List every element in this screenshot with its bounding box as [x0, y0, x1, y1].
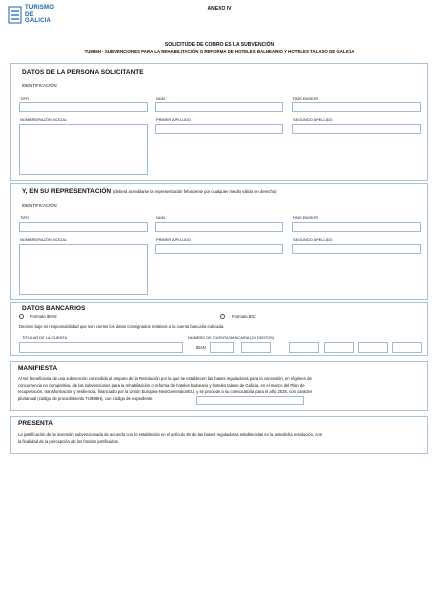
applicant-number-field[interactable] — [155, 102, 283, 112]
presenta-section — [10, 416, 428, 454]
manifiesta-line: recuperación, transformación y resiliencia, financiado por la Unión Europea-NextGenerationEU, y se procede a su convocatoria para el año 2025, con carácter — [18, 389, 313, 395]
surname2-label: SEGUNDO APELLIDO — [293, 117, 333, 122]
number-label: NÚM. — [156, 215, 166, 220]
iban-group-5-field[interactable] — [392, 342, 422, 353]
name-label: NOMBRE/RAZÓN SOCIAL — [20, 117, 68, 122]
manifiesta-line: Al ser beneficiaria de una subvención concedida al amparo de la Resolución por la que se establecen las bases reguladoras para la concesión, en régimen de — [18, 376, 312, 381]
rep-surname2-field[interactable] — [292, 244, 421, 254]
country-label: PAÍS EMISOR — [293, 96, 319, 101]
page-subtitle: TU985H - SUBVENCIONES PARA LA REHABILITACIÓN O REFORMA DE HOTELES BALNEARIO Y HOTELES TALASO DE GALICIA — [84, 49, 355, 54]
section-title: DATOS BANCARIOS — [22, 305, 86, 312]
section-title: PRESENTA — [18, 420, 53, 427]
surname1-label: PRIMER APELLIDO — [156, 117, 192, 122]
applicant-country-field[interactable] — [292, 102, 421, 112]
declaration-text: Declaro bajo mi responsabilidad que son ciertos los datos consignados relativos a la cuenta bancaria indicada. — [19, 324, 225, 329]
rep-name-field[interactable] — [19, 244, 148, 295]
section-title: MANIFIESTA — [18, 365, 58, 372]
bank-section — [10, 302, 428, 356]
iban-label: IBAN — [196, 345, 206, 350]
section-title — [22, 188, 277, 195]
number-label: NÚM. — [156, 96, 166, 101]
presenta-text — [18, 432, 424, 445]
applicant-type-field[interactable] — [19, 102, 148, 112]
iban-group-1-field[interactable] — [241, 342, 271, 353]
type-label: TIPO — [20, 96, 30, 101]
account-holder-field[interactable] — [19, 342, 183, 353]
iban-format-radio[interactable] — [19, 314, 24, 319]
rep-number-field[interactable] — [155, 222, 283, 232]
applicant-surname2-field[interactable] — [292, 124, 421, 134]
manifiesta-line: plurianual (código de procedimiento TU985H), con código de expediente — [18, 395, 153, 401]
iban-group-3-field[interactable] — [324, 342, 354, 353]
rep-type-field[interactable] — [19, 222, 148, 232]
manifiesta-line: concurrencia no competitiva, de las subvenciones para la rehabilitación o reforma de hoteles balneario y hoteles talaso de Galicia, en el marco del Plan de — [18, 382, 305, 388]
section-title: DATOS DE LA PERSONA SOLICITANTE — [22, 69, 144, 76]
logo-line: DE — [25, 11, 34, 18]
logo-line: TURISMO — [25, 5, 55, 11]
section-title-text: Y, EN SU REPRESENTACIÓN — [22, 188, 112, 195]
surname1-label: PRIMER APELLIDO — [156, 237, 192, 242]
rep-country-field[interactable] — [292, 222, 421, 232]
name-label: NOMBRE/RAZÓN SOCIAL — [20, 237, 68, 242]
page-title: SOLICITUDE DE COBRO ES LA SUBVENCIÓN — [164, 42, 275, 48]
type-label: TIPO — [20, 215, 30, 220]
logo-line: GALICIA — [25, 18, 52, 24]
country-label: PAÍS EMISOR — [293, 215, 319, 220]
section-note: (deberá acreditarse la representación fehaciente por cualquier medio válido en derecho) — [112, 189, 277, 194]
rep-surname1-field[interactable] — [155, 244, 283, 254]
presenta-line: La justificación de la inversión subvencionada de acuerdo con lo establecido en el artículo 25 de las bases reguladoras establecidas en la antedicha resolución, con — [18, 432, 323, 437]
manifiesta-section — [10, 361, 428, 411]
applicant-section — [10, 63, 428, 181]
iban-country-field[interactable] — [210, 342, 234, 353]
annex-label: ANEXO IV — [207, 6, 232, 12]
account-holder-label: TITULAR DE LA CUENTA — [22, 335, 68, 340]
applicant-name-field[interactable] — [19, 124, 148, 175]
iban-format-label: Formato IBAN — [30, 314, 57, 319]
surname2-label: SEGUNDO APELLIDO — [293, 237, 333, 242]
presenta-line: la finalidad de la percepción de los fondos justificados. — [18, 438, 120, 444]
bic-format-label: Formato BIC — [232, 314, 256, 319]
identification-heading: IDENTIFICACIÓN — [22, 203, 57, 208]
account-number-label: NÚMERO DE CUENTA BANCARIA (24 DÍGITOS) — [188, 335, 275, 340]
applicant-surname1-field[interactable] — [155, 124, 283, 134]
identification-heading: IDENTIFICACIÓN — [22, 83, 57, 88]
iban-group-4-field[interactable] — [358, 342, 388, 353]
representative-section — [10, 183, 428, 300]
iban-group-2-field[interactable] — [289, 342, 319, 353]
bic-format-radio[interactable] — [220, 314, 225, 319]
expedient-code-field[interactable] — [196, 396, 304, 405]
